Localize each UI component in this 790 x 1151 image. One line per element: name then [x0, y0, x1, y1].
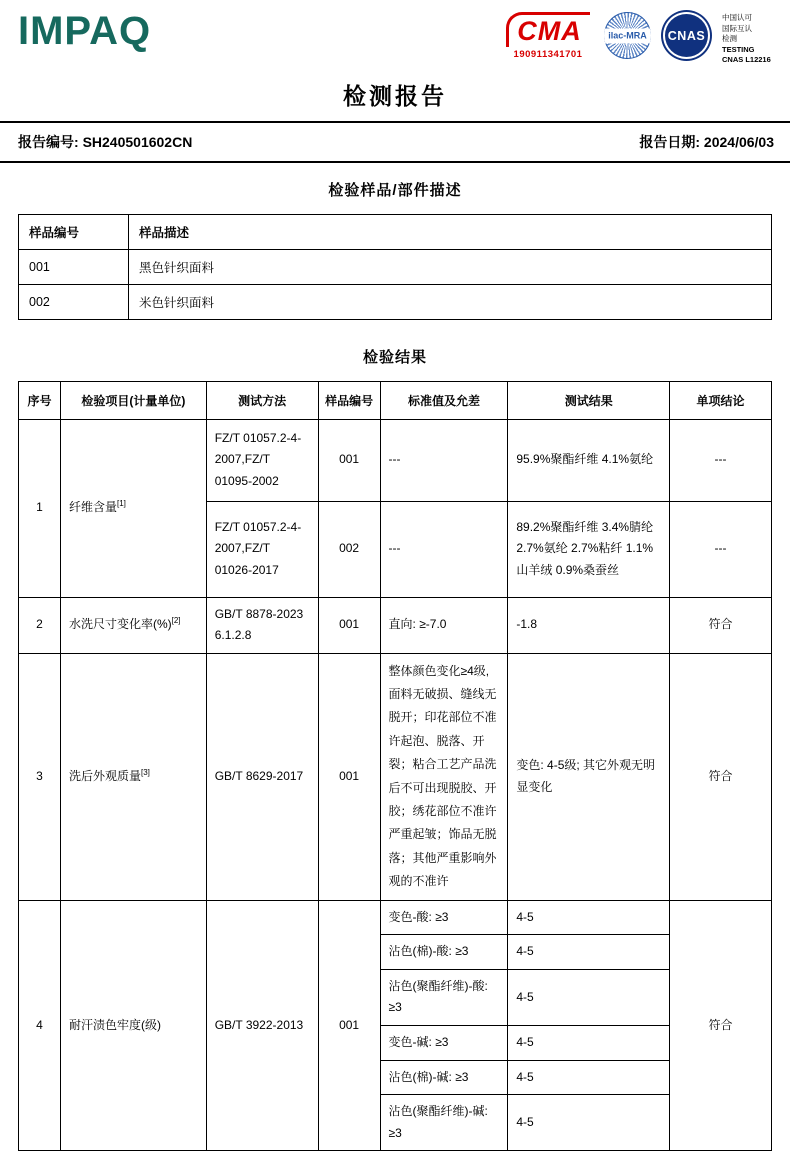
item-label: 水洗尺寸变化率(%): [69, 617, 172, 631]
accreditation-line: 中国认可: [722, 13, 778, 24]
cell-method: FZ/T 01057.2-4-2007,FZ/T 01095-2002: [206, 419, 318, 501]
cell-sample: 001: [318, 653, 380, 900]
cell-method: GB/T 8629-2017: [206, 653, 318, 900]
cma-number: 190911341701: [504, 49, 592, 60]
item-label: 纤维含量: [69, 500, 117, 514]
certification-logos: [504, 10, 778, 66]
cell-result: 4-5: [508, 935, 670, 970]
cell-standard: 变色-碱: ≥3: [380, 1025, 508, 1060]
results-section-title: 检验结果: [0, 346, 790, 367]
table-row: [19, 249, 772, 284]
cell-result: 4-5: [508, 900, 670, 935]
cell-no: 3: [19, 653, 61, 900]
col-header-result: 测试结果: [508, 381, 670, 419]
accreditation-line: TESTING: [722, 45, 778, 56]
cell-standard: ---: [380, 501, 508, 597]
accreditation-line: 国际互认: [722, 24, 778, 35]
cnas-logo-icon: CNAS: [663, 12, 710, 59]
cell-method: FZ/T 01057.2-4-2007,FZ/T 01026-2017: [206, 501, 318, 597]
report-number: [18, 132, 192, 152]
cell-standard: 整体颜色变化≥4级, 面料无破损、缝线无脱开；印花部位不准许起泡、脱落、开裂；粘合工艺产品洗后不可出现脱胶、开胶；绣花部位不准许严重起皱；饰品无脱落；其他严重影响外观的不准许: [380, 653, 508, 900]
col-header-item: 检验项目(计量单位): [60, 381, 206, 419]
cell-sample: 002: [318, 501, 380, 597]
sample-id-header: 样品编号: [19, 214, 129, 249]
cell-standard: 直向: ≥-7.0: [380, 597, 508, 653]
cell-sample: 001: [318, 900, 380, 1151]
col-header-conclusion: 单项结论: [670, 381, 772, 419]
report-number-label: 报告编号:: [18, 134, 79, 150]
cell-sample: 001: [318, 597, 380, 653]
cell-item: 耐汗渍色牢度(级): [60, 900, 206, 1151]
cma-mark-icon: CMA: [506, 12, 590, 47]
cell-result: 变色: 4-5级; 其它外观无明显变化: [508, 653, 670, 900]
ilac-mra-label: ilac-MRA: [604, 28, 651, 43]
report-date: [639, 132, 774, 152]
results-table: [18, 381, 772, 1151]
accreditation-line: 检测: [722, 34, 778, 45]
cell-standard: 沾色(聚酯纤维)-酸: ≥3: [380, 969, 508, 1025]
cell-item: [60, 419, 206, 597]
sample-desc-cell: 米色针织面料: [129, 284, 772, 319]
page-title: 检测报告: [0, 78, 790, 111]
sample-section-title: 检验样品/部件描述: [0, 179, 790, 200]
table-row: [19, 419, 772, 501]
accreditation-text: [722, 12, 778, 66]
cell-result: 4-5: [508, 1095, 670, 1151]
cell-standard: ---: [380, 419, 508, 501]
table-header-row: [19, 214, 772, 249]
cell-standard: 沾色(棉)-碱: ≥3: [380, 1060, 508, 1095]
col-header-method: 测试方法: [206, 381, 318, 419]
report-date-value: 2024/06/03: [704, 134, 774, 150]
cell-result: 89.2%聚酯纤维 3.4%腈纶 2.7%氨纶 2.7%粘纤 1.1%山羊绒 0.9%桑蚕丝: [508, 501, 670, 597]
ilac-mra-logo-icon: [604, 12, 651, 59]
sample-desc-cell: 黑色针织面料: [129, 249, 772, 284]
table-header-row: [19, 381, 772, 419]
cell-item: [60, 597, 206, 653]
cell-conclusion: 符合: [670, 900, 772, 1151]
table-row: [19, 597, 772, 653]
sample-id-cell: 001: [19, 249, 129, 284]
cell-conclusion: 符合: [670, 597, 772, 653]
cell-no: 4: [19, 900, 61, 1151]
cell-result: 4-5: [508, 969, 670, 1025]
col-header-sample: 样品编号: [318, 381, 380, 419]
cell-no: 1: [19, 419, 61, 597]
cell-no: 2: [19, 597, 61, 653]
page-header: [0, 6, 790, 66]
cell-conclusion: ---: [670, 501, 772, 597]
table-row: [19, 653, 772, 900]
table-row: [19, 900, 772, 935]
footnote-marker: [2]: [172, 616, 181, 625]
divider: [0, 161, 790, 163]
report-number-value: SH240501602CN: [83, 134, 193, 150]
cell-standard: 沾色(棉)-酸: ≥3: [380, 935, 508, 970]
cell-standard: 变色-酸: ≥3: [380, 900, 508, 935]
cell-sample: 001: [318, 419, 380, 501]
report-date-label: 报告日期:: [639, 134, 700, 150]
cell-item: [60, 653, 206, 900]
cell-result: -1.8: [508, 597, 670, 653]
table-row: [19, 284, 772, 319]
cell-result: 4-5: [508, 1060, 670, 1095]
col-header-no: 序号: [19, 381, 61, 419]
footnote-marker: [3]: [141, 768, 150, 777]
impaq-logo: IMPAQ: [18, 10, 151, 52]
sample-table: [18, 214, 772, 320]
footnote-marker: [1]: [117, 499, 126, 508]
cell-result: 95.9%聚酯纤维 4.1%氨纶: [508, 419, 670, 501]
cell-result: 4-5: [508, 1025, 670, 1060]
sample-desc-header: 样品描述: [129, 214, 772, 249]
cma-logo: [504, 12, 592, 60]
cell-conclusion: ---: [670, 419, 772, 501]
report-meta: [0, 123, 790, 161]
col-header-standard: 标准值及允差: [380, 381, 508, 419]
cell-conclusion: 符合: [670, 653, 772, 900]
cell-method: GB/T 3922-2013: [206, 900, 318, 1151]
item-label: 洗后外观质量: [69, 769, 141, 783]
accreditation-line: CNAS L12216: [722, 55, 778, 66]
sample-id-cell: 002: [19, 284, 129, 319]
cell-standard: 沾色(聚酯纤维)-碱: ≥3: [380, 1095, 508, 1151]
cell-method: GB/T 8878-2023 6.1.2.8: [206, 597, 318, 653]
